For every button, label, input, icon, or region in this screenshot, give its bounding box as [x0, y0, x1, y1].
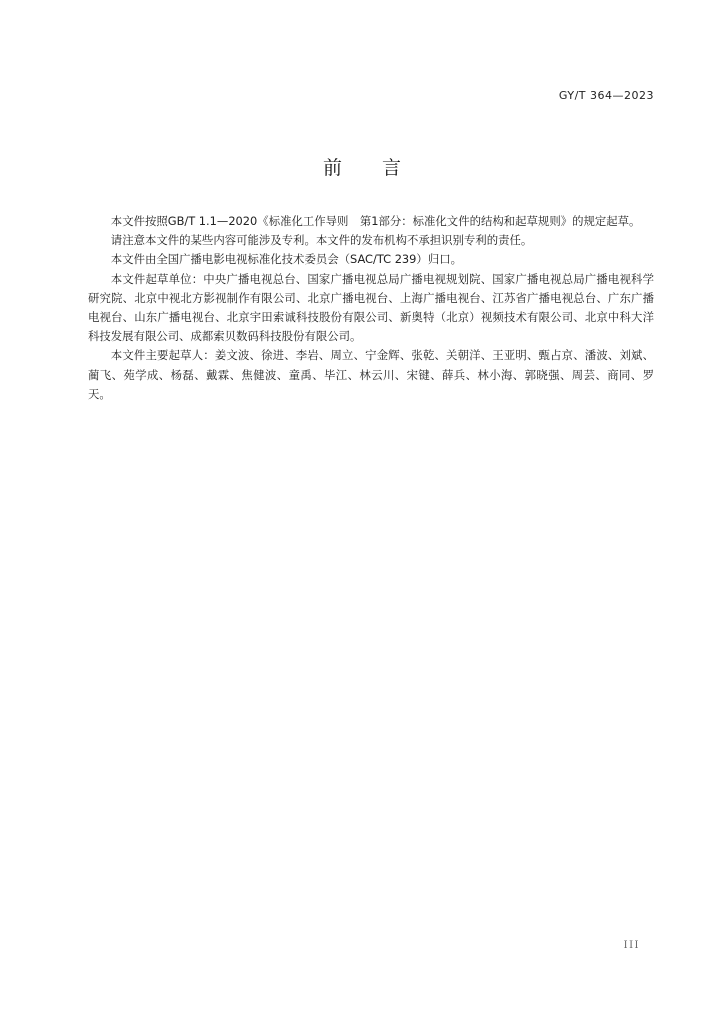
page-number: III: [623, 940, 640, 951]
paragraph-committee: 本文件由全国广播电影电视标准化技术委员会（SAC/TC 239）归口。: [110, 252, 462, 267]
section-title: 前言: [322, 157, 441, 179]
paragraph-drafting-rules: 本文件按照GB/T 1.1—2020《标准化工作导则 第1部分：标准化文件的结构和起草规则》的规定起草。: [110, 214, 641, 228]
document-code: GY/T 364—2023: [558, 89, 654, 102]
foreword-body: [88, 212, 654, 404]
paragraph-patent-notice: 请注意本文件的某些内容可能涉及专利。本文件的发布机构不承担识别专利的责任。: [110, 233, 533, 248]
paragraph-drafters: 本文件主要起草人：姜文波、徐进、李岩、周立、宁金辉、张乾、关朝洋、王亚明、甄占京、潘波、刘斌、蔺飞、苑学成、杨磊、戴霖、焦健波、童禹、毕江、林云川、宋键、薛兵、林小海、郭晓强、周芸、商同、罗天。: [88, 348, 654, 401]
paragraph-drafting-units: 本文件起草单位：中央广播电视总台、国家广播电视总局广播电视规划院、国家广播电视总局广播电视科学研究院、北京中视北方影视制作有限公司、北京广播电视台、上海广播电视台、江苏省广播电视总台、广东广播电视台、山东广播电视台、北京宇田索诚科技股份有限公司、新奥特（北京）视频技术有限公司、北京中科大洋科技发展有限公司、成都索贝数码科技股份有限公司。: [88, 271, 654, 344]
